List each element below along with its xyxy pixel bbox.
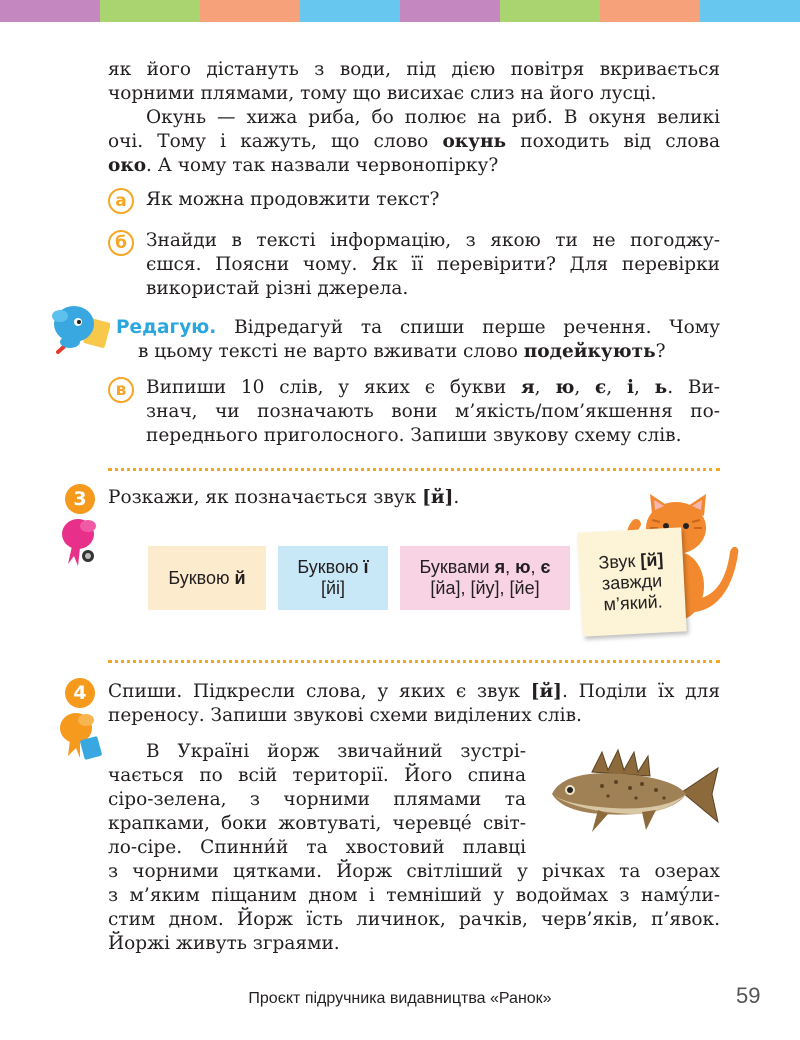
- stripe: [400, 0, 500, 22]
- text-line: ло-сіре. Спинни́й та хвостовий плавці: [108, 837, 526, 858]
- edit-label: Редагую.: [116, 317, 217, 338]
- footer-text: Проєкт підручника видавництва «Ранок»: [248, 990, 552, 1007]
- exercise-4-number: 4: [65, 678, 95, 708]
- box-text: Буквою й: [168, 567, 246, 588]
- stripe: [700, 0, 800, 22]
- text-line: знач, чи позначають вони м’якість/пом’якшення по-: [146, 401, 720, 422]
- bold-word: око: [108, 155, 147, 176]
- text-line: чається по всій території. Його спина: [108, 765, 526, 786]
- text-line: переносу. Запиши звукові схеми виділених слів.: [108, 705, 582, 726]
- text-line: Розкажи, як позначається звук [й].: [108, 487, 460, 508]
- stripe: [100, 0, 200, 22]
- task-v-text: [146, 376, 720, 448]
- text-line: як його дістануть з води, під дією повітря вкривається: [108, 59, 720, 80]
- page-number: 59: [736, 983, 761, 1008]
- box-text: [йі]: [320, 578, 346, 598]
- ruff-text-wide: [108, 860, 720, 956]
- edit-task-text: [116, 316, 720, 364]
- stripe: [200, 0, 300, 22]
- text-line: використай різні джерела.: [146, 278, 409, 299]
- note-text: Звук [й]: [597, 548, 664, 573]
- note-text: м’який.: [603, 590, 664, 615]
- text-line: Випиши 10 слів, у яких є букви я, ю, є, і, ь. Ви-: [146, 377, 721, 398]
- bold-word: подейкують: [523, 341, 656, 362]
- text-line: в цьому тексті не варто вживати слово подейкують?: [138, 341, 666, 362]
- bold-letter: є: [595, 377, 607, 398]
- exercise-4-text: [108, 680, 720, 728]
- text-line: з чорними цятками. Йорж світліший у річках та озерах: [108, 861, 720, 882]
- task-marker-v: в: [108, 377, 134, 403]
- stripe: [500, 0, 600, 22]
- ruff-text-narrow: [108, 740, 526, 860]
- section-divider: [108, 468, 720, 471]
- bold-letter: я: [521, 377, 535, 398]
- text-line: Окунь — хижа риба, бо полює на риб. В окуня великі: [146, 107, 720, 128]
- stripe: [300, 0, 400, 22]
- bold-word: окунь: [442, 131, 507, 152]
- letter-box-yi: [278, 546, 388, 610]
- text-line: Знайди в тексті інформацію, з якою ти не погоджу-: [146, 230, 720, 251]
- task-marker-b: б: [108, 230, 134, 256]
- intro-paragraph: [108, 58, 720, 178]
- box-text: [йа], [йу], [йе]: [430, 578, 540, 598]
- task-b-text: [146, 229, 720, 301]
- top-color-stripes: [0, 0, 800, 22]
- exercise-3-number: 3: [65, 484, 95, 514]
- text-line: крапками, боки жовтуваті, черевце́ світ-: [108, 813, 526, 834]
- text-line: сіро-зелена, з чорними плямами та: [108, 789, 526, 810]
- bold-letter: ю: [555, 377, 575, 398]
- ruff-fish-image: [542, 748, 720, 840]
- text-line: Йоржі живуть зграями.: [108, 933, 340, 954]
- mascot-editor-icon: [48, 302, 110, 358]
- text-line: В Україні йорж звичайний зустрі-: [146, 741, 526, 762]
- sound-label: [й]: [422, 487, 454, 508]
- text-line: око. А чому так назвали червонопірку?: [108, 155, 499, 176]
- text-line: з м’яким піщаним дном і темніший у водоймах з наму́ли-: [108, 885, 720, 906]
- box-text: Буквами я, ю, є: [419, 557, 551, 577]
- sound-label: [й]: [530, 681, 562, 702]
- sticky-note: [577, 527, 686, 636]
- text-line: Як можна продовжити текст?: [146, 189, 440, 210]
- text-line: чорними плямами, тому що висихає слиз на його лусці.: [108, 83, 657, 104]
- note-text: завжди: [601, 569, 663, 594]
- bold-letter: і: [626, 377, 634, 398]
- mascot-speaking-icon: [58, 516, 104, 568]
- stripe: [600, 0, 700, 22]
- text-line: переднього приголосного. Запиши звукову схему слів.: [146, 425, 682, 446]
- task-a-text: [146, 188, 720, 212]
- section-divider: [108, 660, 720, 663]
- box-text: Буквою ї: [297, 557, 369, 577]
- letter-box-ya-yu-ye: [400, 546, 570, 610]
- text-line: очі. Тому і кажуть, що слово окунь походить від слова: [108, 131, 720, 152]
- stripe: [0, 0, 100, 22]
- mascot-writing-icon: [56, 710, 106, 760]
- letter-box-y: [148, 546, 266, 610]
- text-line: Спиши. Підкресли слова, у яких є звук [й]. Поділи їх для: [108, 681, 720, 702]
- text-line: стим дном. Йорж їсть личинок, рачків, черв’яків, п’явок.: [108, 909, 720, 930]
- bold-letter: ь: [654, 377, 668, 398]
- task-marker-a: а: [108, 188, 134, 214]
- text-line: Редагую. Відредагуй та спиши перше речення. Чому: [116, 317, 720, 338]
- text-line: єшся. Поясни чому. Як її перевірити? Для перевірки: [146, 254, 720, 275]
